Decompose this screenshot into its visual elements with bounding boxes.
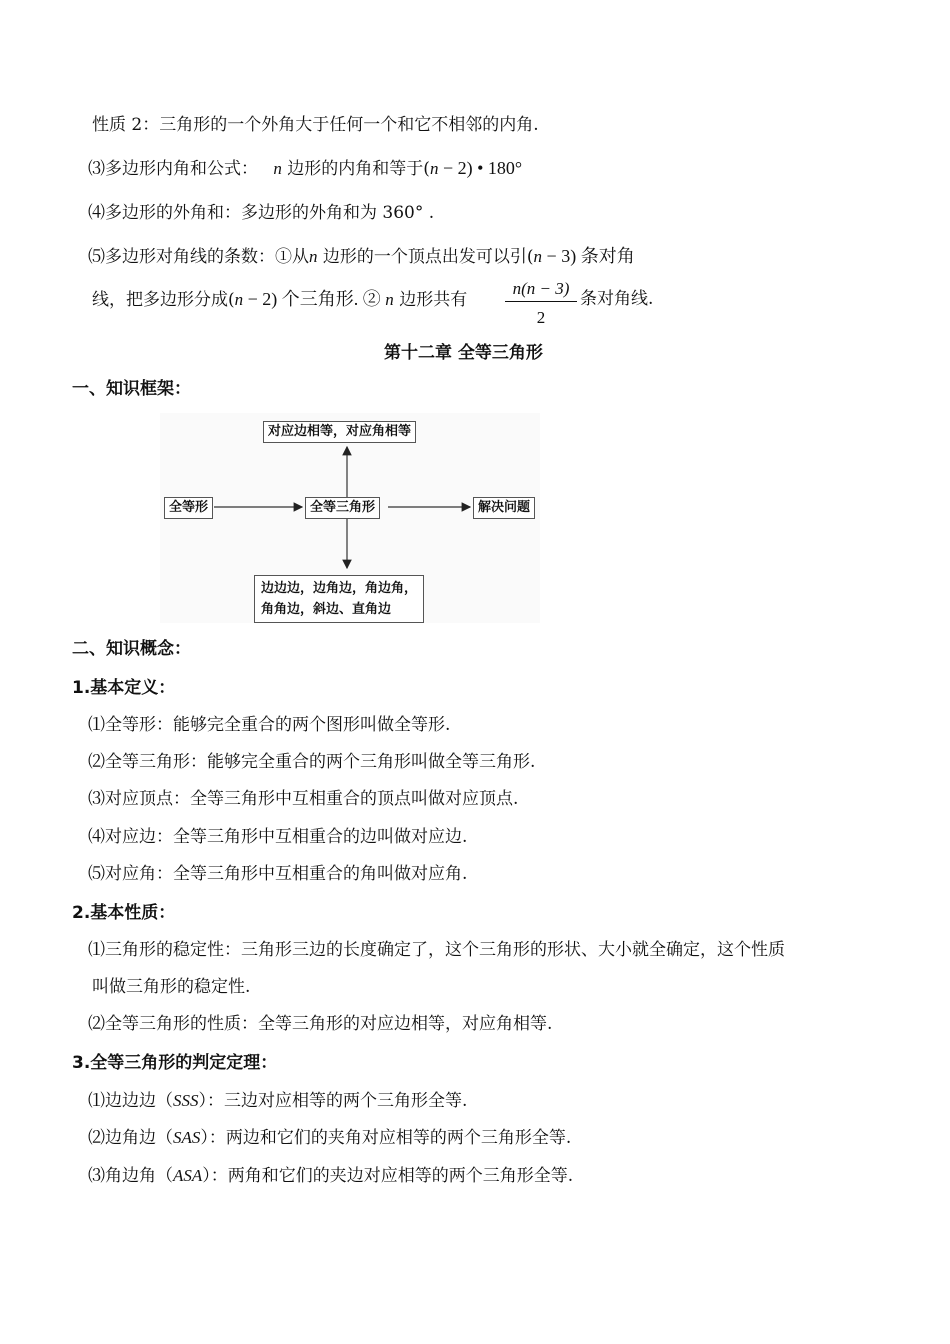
exterior-angle-sum-line: ⑷多边形的外角和：多边形的外角和为 360° . xyxy=(88,203,435,223)
box-criteria xyxy=(254,575,424,623)
criterion-item xyxy=(88,1089,467,1113)
basic-properties-heading: 2.基本性质： xyxy=(72,903,176,923)
property-item-2: ⑵全等三角形的性质：全等三角形的对应边相等，对应角相等. xyxy=(88,1014,553,1034)
var-n: n xyxy=(533,247,543,266)
basic-definitions-heading: 1.基本定义： xyxy=(72,678,176,698)
var-n: n xyxy=(429,159,439,178)
box-solve-problems: 解决问题 xyxy=(473,497,535,519)
var-n: n xyxy=(309,247,318,266)
definition-item: ⑷对应边：全等三角形中互相重合的边叫做对应边. xyxy=(88,827,468,847)
diagonal-suffix: 条对角线. xyxy=(580,289,654,309)
text: ）：两角和它们的夹边对应相等的两个三角形全等. xyxy=(202,1166,574,1186)
fraction-denominator: 2 xyxy=(536,308,546,327)
formula: − 2) • 180° xyxy=(438,158,523,178)
text: 线，把多边形分成( xyxy=(92,290,235,310)
var-n: n xyxy=(234,290,244,309)
abbr: SSS xyxy=(173,1091,199,1110)
fraction-numerator: n(n − 3) xyxy=(505,279,577,302)
text: ）：两边和它们的夹角对应相等的两个三角形全等. xyxy=(200,1128,572,1148)
text: ）：三边对应相等的两个三角形全等. xyxy=(198,1091,468,1111)
var-n: n xyxy=(385,290,394,309)
text: ⑶角边角（ xyxy=(88,1166,173,1186)
criteria-line-2: 角角边，斜边、直角边 xyxy=(261,602,392,617)
text: ⑴边边边（ xyxy=(88,1091,173,1111)
definition-item: ⑶对应顶点：全等三角形中互相重合的顶点叫做对应顶点. xyxy=(88,789,519,809)
box-congruent-triangles: 全等三角形 xyxy=(305,497,380,519)
box-corresponding-equal: 对应边相等，对应角相等 xyxy=(263,421,416,443)
abbr: SAS xyxy=(173,1128,201,1147)
text: ⑵边角边（ xyxy=(88,1128,173,1148)
chapter-title: 第十二章 全等三角形 xyxy=(384,343,543,363)
definition-item: ⑵全等三角形：能够完全重合的两个三角形叫做全等三角形. xyxy=(88,752,536,772)
text: 边形的一个顶点出发可以引( xyxy=(317,247,534,267)
criteria-heading: 3.全等三角形的判定定理： xyxy=(72,1053,278,1073)
text: 边形的内角和等于( xyxy=(281,159,430,179)
definition-item: ⑴全等形：能够完全重合的两个图形叫做全等形. xyxy=(88,715,451,735)
property-2-line: 性质 2：三角形的一个外角大于任何一个和它不相邻的内角. xyxy=(92,115,539,135)
formula: − 2) 个三角形. ② xyxy=(243,289,386,309)
section-knowledge-framework: 一、知识框架： xyxy=(72,379,191,399)
var-n: n xyxy=(273,159,282,178)
formula: − 3) 条对角 xyxy=(542,246,635,266)
criterion-item xyxy=(88,1164,573,1188)
definition-item: ⑸对应角：全等三角形中互相重合的角叫做对应角. xyxy=(88,864,468,884)
criteria-line-1: 边边边，边角边，角边角， xyxy=(261,581,418,596)
section-knowledge-concepts: 二、知识概念： xyxy=(72,639,191,659)
abbr: ASA xyxy=(173,1166,203,1185)
text: ⑸多边形对角线的条数：①从 xyxy=(88,247,309,267)
text: ⑶多边形内角和公式： xyxy=(88,159,258,179)
box-congruent-figures: 全等形 xyxy=(164,497,213,519)
criterion-item xyxy=(88,1126,571,1150)
property-item-1-cont: 叫做三角形的稳定性. xyxy=(92,977,251,997)
text: 边形共有 xyxy=(393,290,468,310)
property-item-1: ⑴三角形的稳定性：三角形三边的长度确定了，这个三角形的形状、大小就全确定，这个性质 xyxy=(88,940,785,960)
